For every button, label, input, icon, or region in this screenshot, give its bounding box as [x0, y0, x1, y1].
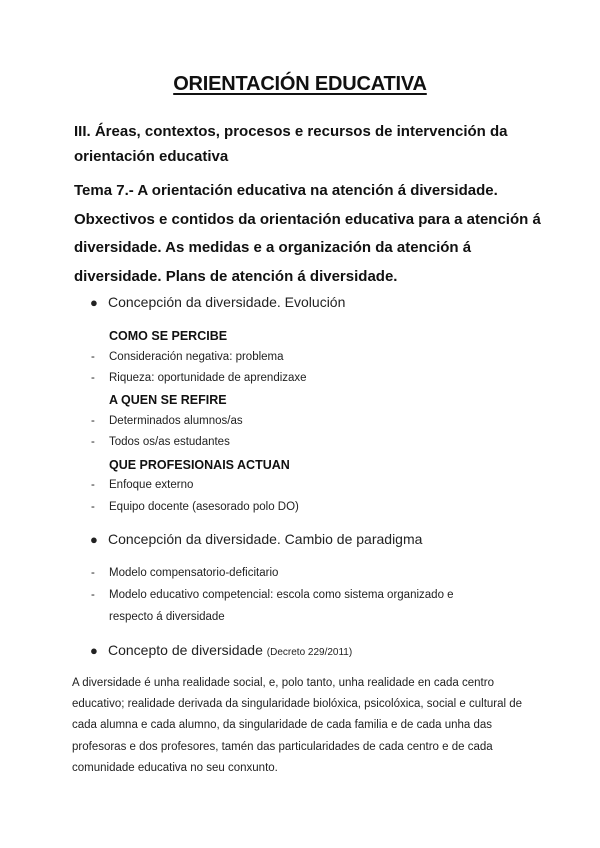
bullet-item: [90, 294, 345, 310]
dash-icon: -: [91, 351, 95, 363]
bullet-text: Concepción da diversidade. Cambio de paradigma: [108, 531, 423, 547]
bullet-item: [90, 531, 422, 547]
dash-icon: -: [91, 436, 95, 448]
list-item: [91, 372, 307, 384]
list-item-text: Modelo compensatorio-deficitario: [109, 567, 279, 579]
list-item-text: Todos os/as estudantes: [109, 436, 230, 448]
dash-icon: -: [91, 567, 95, 579]
list-item-text: Riqueza: oportunidade de aprendizaxe: [109, 372, 307, 384]
list-item-text: Consideración negativa: problema: [109, 351, 284, 363]
list-item: [91, 351, 284, 363]
bullet-text: Concepto de diversidade: [108, 642, 263, 658]
page-title: ORIENTACIÓN EDUCATIVA: [173, 73, 427, 95]
topic-heading: Tema 7.- A orientación educativa na atención á diversidade. Obxectivos e contidos da orientación educativa para a atención á diversidade. As medidas e a organización da atención á diversidade. Plans de atención á diversidade.: [74, 182, 541, 285]
list-item: [91, 567, 278, 579]
list-item: [91, 415, 243, 427]
subheading: QUE PROFESIONAIS ACTUAN: [109, 458, 290, 472]
dash-icon: -: [91, 415, 95, 427]
list-item-text: Equipo docente (asesorado polo DO): [109, 501, 299, 513]
list-item-text: Modelo educativo competencial: escola como sistema organizado e: [109, 589, 454, 601]
list-item: [91, 584, 454, 628]
list-item-text: Enfoque externo: [109, 479, 194, 491]
bullet-text: Concepción da diversidade. Evolución: [108, 294, 346, 310]
section-heading: III. Áreas, contextos, procesos e recursos de intervención da orientación educativa: [74, 123, 508, 165]
body-paragraph: A diversidade é unha realidade social, e, polo tanto, unha realidade en cada centro educativo; realidade derivada da singularidade biolóxica, psicolóxica, social e cultural de cada alumna e cada alumno, da singularidade de cada familia e de cada unha das profesoras e dos profesores, tamén das particularidades de cada centro e de cada comunidade educativa no seu conxunto.: [72, 677, 523, 774]
list-item: [91, 436, 230, 448]
subheading: COMO SE PERCIBE: [109, 329, 228, 343]
bullet-dot-icon: ●: [90, 295, 98, 310]
dash-icon: -: [91, 479, 95, 491]
list-item-text: Determinados alumnos/as: [109, 415, 243, 427]
dash-icon: -: [91, 501, 95, 513]
list-item: [91, 479, 193, 491]
dash-icon: -: [91, 589, 95, 601]
bullet-item: [90, 642, 352, 658]
decree-reference: (Decreto 229/2011): [266, 647, 353, 658]
subheading: A QUEN SE REFIRE: [109, 393, 227, 407]
list-item-continuation: respecto á diversidade: [109, 611, 225, 623]
dash-icon: -: [91, 372, 95, 384]
bullet-dot-icon: ●: [90, 532, 98, 547]
bullet-dot-icon: ●: [90, 643, 98, 658]
list-item: [91, 501, 299, 513]
